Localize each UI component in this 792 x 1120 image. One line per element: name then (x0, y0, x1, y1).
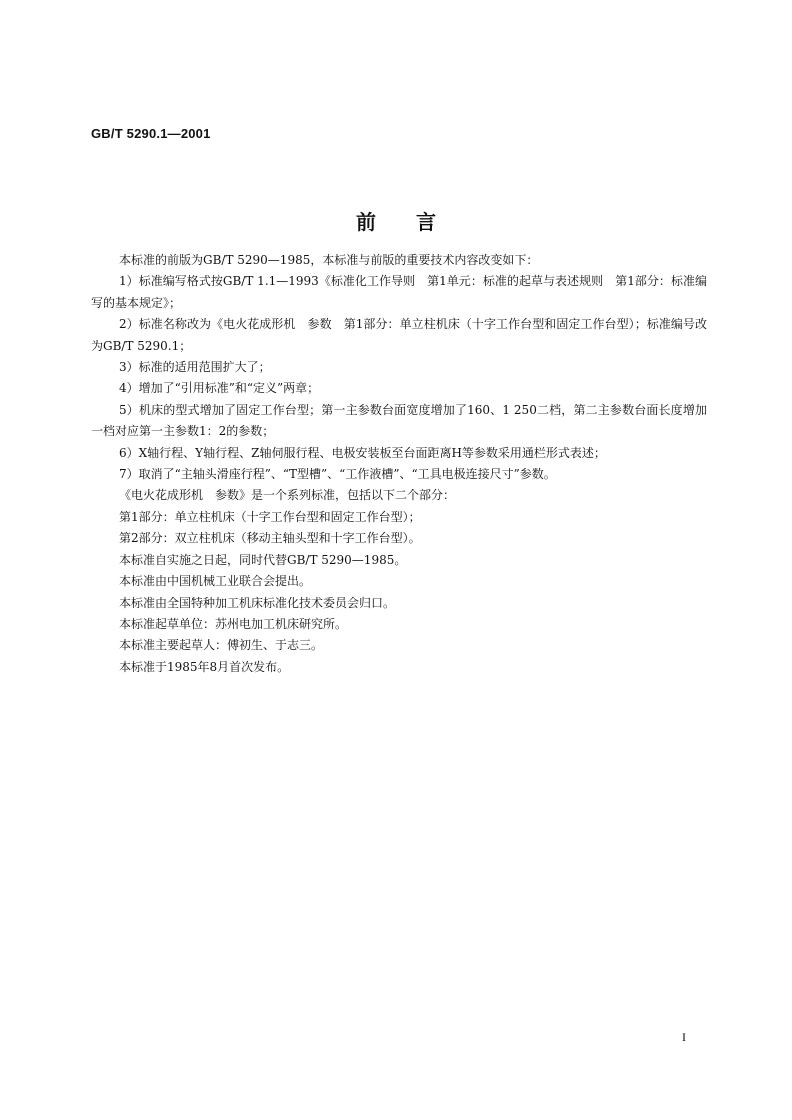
standard-code: GB/T 5290.1—2001 (91, 126, 211, 141)
paragraph-item-6: 6）X轴行程、Y轴行程、Z轴伺服行程、电极安装板至台面距离H等参数采用通栏形式表述； (119, 445, 606, 460)
page-title: 前言 (356, 210, 476, 234)
paragraph-intro: 本标准的前版为GB/T 5290—1985，本标准与前版的重要技术内容改变如下： (119, 253, 539, 267)
paragraph-item-2: 2）标准名称改为《电火花成形机 参数 第1部分：单立柱机床（十字工作台型和固定工作台型）；标准编号改为GB/T 5290.1； (91, 317, 707, 353)
paragraph-series: 《电火花成形机 参数》是一个系列标准，包括以下二个部分： (119, 488, 456, 503)
paragraph-first-issue: 本标准于1985年8月首次发布。 (119, 659, 290, 674)
paragraph-part-1: 第1部分：单立柱机床（十字工作台型和固定工作台型）； (119, 509, 421, 524)
paragraph-item-3: 3）标准的适用范围扩大了； (119, 360, 271, 375)
paragraph-item-7: 7）取消了“主轴头滑座行程”、“T型槽”、“工作液槽”、“工具电极连接尺寸”参数。 (119, 467, 556, 482)
paragraph-part-2: 第2部分：双立柱机床（移动主轴头型和十字工作台型）。 (119, 531, 421, 546)
paragraph-item-5: 5）机床的型式增加了固定工作台型；第一主参数台面宽度增加了160、1 250二档，第二主参数台面长度增加一档对应第一主参数1：2的参数； (91, 402, 707, 439)
paragraph-replaces: 本标准自实施之日起，同时代替GB/T 5290—1985。 (119, 552, 407, 567)
paragraph-item-4: 4）增加了“引用标准”和“定义”两章； (119, 381, 320, 396)
paragraph-drafters: 本标准主要起草人：傅初生、于志三。 (119, 638, 324, 653)
paragraph-committee: 本标准由全国特种加工机床标准化技术委员会归口。 (119, 595, 396, 610)
page-number: I (682, 1030, 686, 1044)
paragraph-proposer: 本标准由中国机械工业联合会提出。 (119, 574, 312, 589)
paragraph-item-1: 1）标准编写格式按GB/T 1.1—1993《标准化工作导则 第1单元：标准的起草与表述规则 第1部分：标准编写的基本规定》； (91, 274, 707, 310)
paragraph-drafting-unit: 本标准起草单位：苏州电加工机床研究所。 (119, 616, 348, 631)
foreword-body (91, 250, 707, 678)
